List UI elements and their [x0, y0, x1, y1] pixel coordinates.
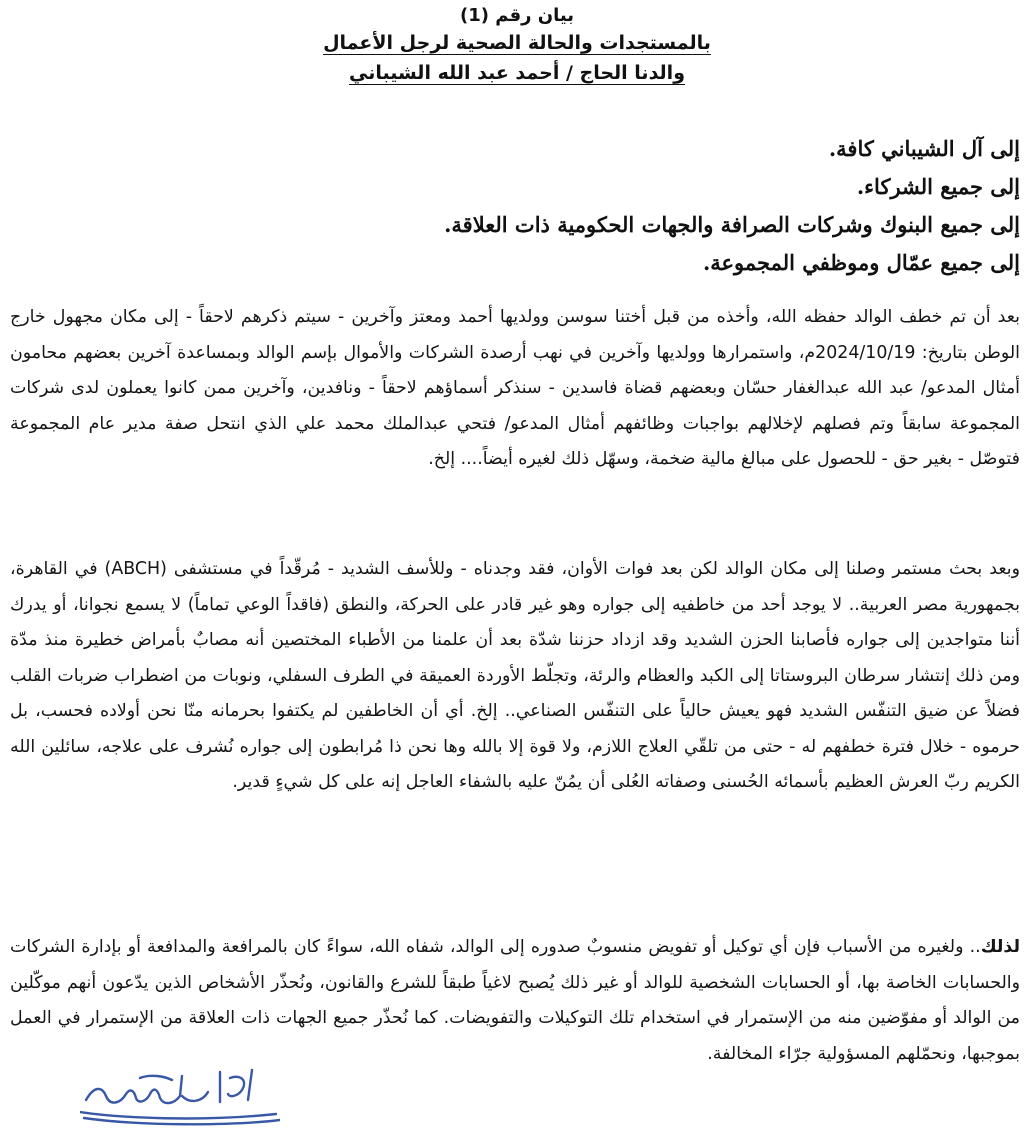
statement-header [0, 4, 1034, 88]
paragraph-text: بعد أن تم خطف الوالد حفظه الله، وأخذه من قبل أختنا سوسن وولديها أحمد ومعتز وآخرين - سيتم ذكرهم لاحقاً - إلى مكان مجهول خارج الوطن بتاريخ: 2024/10/19م، واستمرارها وولديها وآخرين في نهب أرصدة الشركات والأموال بإسم الوالد وبمساعدة آخرين بعضهم محامون أمثال المدعو/ عبد الله عبدالغفار حسّان وبعضهم قضاة فاسدين - سنذكر أسماؤهم لاحقاً - ونافدين، وآخرين ممن كانوا يعملون لدى شركات المجموعة سابقاً وتم فصلهم لإخلالهم بواجبات وظائفهم أمثال المدعو/ فتحي عبدالملك محمد علي الذي انتحل صفة مدير عام المجموعة فتوصّل - بغير حق - للحصول على مبالغ مالية ضخمة، وسهّل ذلك لغيره أيضاً.... إلخ. [10, 307, 1020, 469]
statement-subject-person: والدنا الحاج / أحمد عبد الله الشيباني [348, 62, 686, 84]
addressee-line: إلى جميع عمّال وموظفي المجموعة. [702, 250, 1020, 275]
statement-number: بيان رقم (1) [459, 5, 575, 26]
paragraph-kidnapping [10, 300, 1020, 478]
addressee-line: إلى آل الشيباني كافة. [828, 136, 1020, 161]
paragraph-text: وبعد بحث مستمر وصلنا إلى مكان الوالد لكن بعد فوات الأوان، فقد وجدناه - وللأسف الشديد - مُرقّداً في مستشفى (ABCH) في القاهرة، بجمهورية مصر العربية.. لا يوجد أحد من خاطفيه إلى جواره وهو غير قادر على الحركة، والنطق (فاقداً الوعي تماماً) لا يسمع نجوانا، أو يدرك أننا متواجدين إلى جواره فأصابنا الحزن الشديد وقد ازداد حزننا شدّة بعد أن علمنا من الأطباء المختصين أنه مصابٌ بأمراض خطيرة منذ مدّة ومن ذلك إنتشار سرطان البروستاتا إلى الكبد والعظام والرئة، وتجلّط الأوردة العميقة في الطرف السفلي، ونوبات من اضطراب ضربات القلب فضلاً عن ضيق التنفّس الشديد فهو يعيش حالياً على التنفّس الصناعي.. إلخ. أي أن الخاطفين لم يكتفوا بحرمانه منّا نحن أولاده فحسب، بل حرموه - خلال فترة خطفهم له - حتى من تلقّي العلاج اللازم، ولا قوة إلا بالله وها نحن ذا مُرابطون إلى جواره نُشرف على علاجه، سائلين الله الكريم ربّ العرش العظيم بأسمائه الحُسنى وصفاته العُلى أن يمُنّ عليه بالشفاء العاجل إنه على كل شيءٍ قدير. [10, 559, 1020, 792]
addressee-line: إلى جميع البنوك وشركات الصرافة والجهات الحكومية ذات العلاقة. [444, 212, 1020, 237]
statement-subject: بالمستجدات والحالة الصحية لرجل الأعمال [323, 32, 711, 54]
addressee-line: إلى جميع الشركاء. [856, 174, 1020, 199]
handwritten-signature [80, 1060, 280, 1130]
paragraph-health-condition [10, 552, 1020, 801]
paragraph-body: .. ولغيره من الأسباب فإن أي توكيل أو تفويض منسوبٌ صدوره إلى الوالد، شفاه الله، سواءً كان بالمرافعة والمدافعة أو بإدارة الشركات والحسابات الخاصة بها، أو الحسابات الشخصية للوالد أو غير ذلك يُصبح لاغياً طبقاً للشرع والقانون، ونُحذّر الأشخاص الذين يدّعون أنهم موكّلين من الوالد أو مفوّضين منه من الإستمرار في استخدام تلك التوكيلات والتفويضات. كما نُحذّر جميع الجهات ذات العلاقة من الإستمرار في العمل بموجبها، ونحمّلهم المسؤولية جرّاء المخالفة. [10, 937, 1020, 1064]
addressee-list [20, 130, 1020, 282]
paragraph-lead-word: لذلك [980, 937, 1020, 957]
paragraph-power-of-attorney [10, 930, 1020, 1072]
paragraph-text [10, 930, 1020, 1072]
